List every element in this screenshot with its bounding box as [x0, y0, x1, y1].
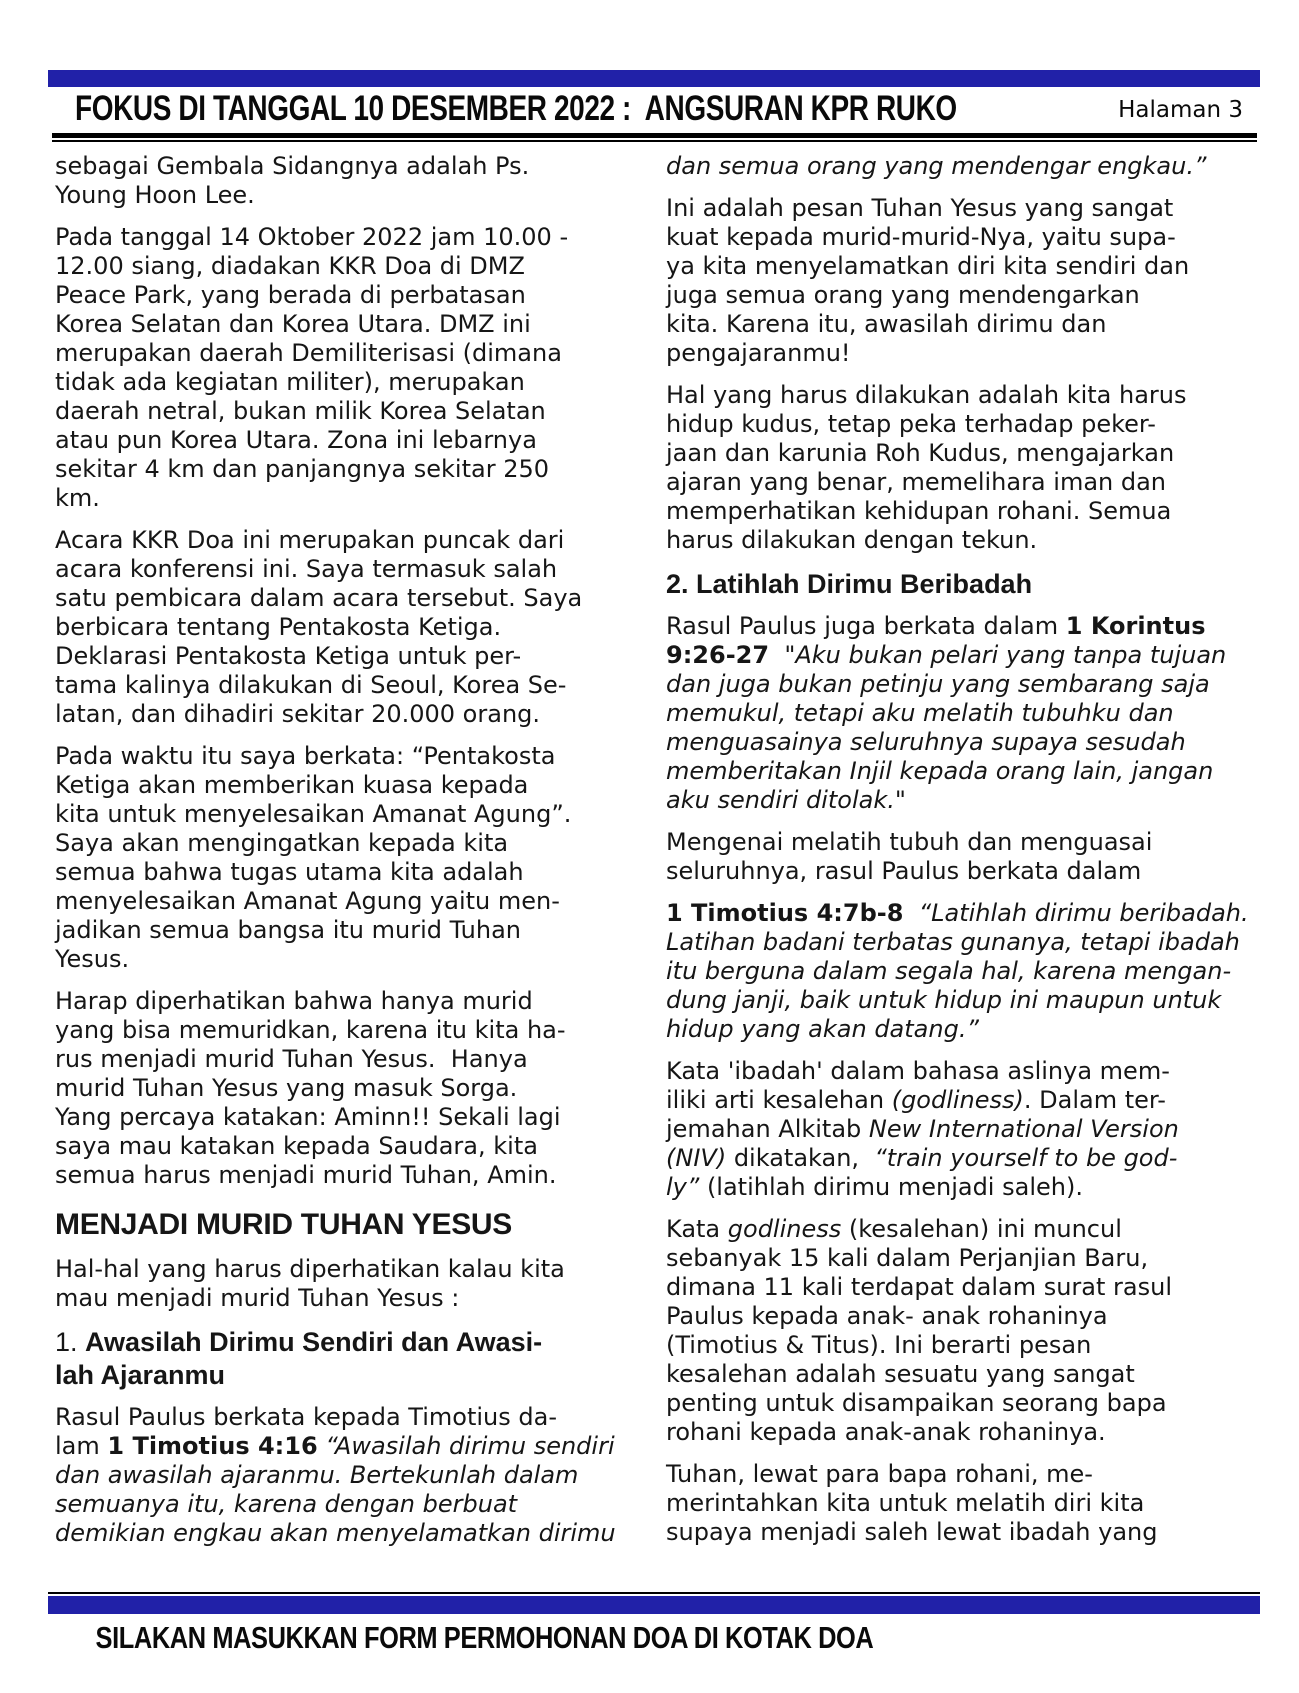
paragraph [55, 152, 642, 210]
column-right [666, 152, 1253, 1561]
text-line: Acara KKR Doa ini merupakan puncak dari [55, 526, 565, 554]
text-line: memukul, tetapi aku melatih tubuhku dan [666, 699, 1174, 727]
text-line: tama kalinya dilakukan di Seoul, Korea Se- [55, 671, 567, 699]
text-line: semua bahwa tugas utama kita adalah [55, 858, 524, 886]
text-line: Tuhan, lewat para bapa rohani, me- [666, 1460, 1093, 1488]
text-line: demikian engkau akan menyelamatkan dirimu [55, 1519, 616, 1547]
text-line: juga semua orang yang mendengarkan [666, 281, 1140, 309]
text-line: Hal-hal yang harus diperhatikan kalau kita [55, 1255, 565, 1283]
text-line: jadikan semua bangsa itu murid Tuhan [55, 916, 521, 944]
footer-divider [48, 1592, 1260, 1594]
text-line: Rasul Paulus berkata kepada Timotius da- [55, 1403, 557, 1431]
text-line: Pada waktu itu saya berkata: “Pentakosta [55, 742, 556, 770]
text-line: Yang percaya katakan: Aminn!! Sekali lagi [55, 1103, 561, 1131]
page-header [55, 87, 1253, 133]
text-line: Korea Selatan dan Korea Utara. DMZ ini [55, 310, 531, 338]
text-line: daerah netral, bukan milik Korea Selatan [55, 397, 546, 425]
text-line: berbicara tentang Pentakosta Ketiga. [55, 613, 502, 641]
text-line: supaya menjadi saleh lewat ibadah yang [666, 1518, 1158, 1546]
paragraph [55, 742, 642, 974]
text-line: Peace Park, yang berada di perbatasan [55, 281, 526, 309]
text-line: hidup yang akan datang.” [666, 1015, 979, 1043]
text-line: km. [55, 484, 100, 512]
footer-notice: SILAKAN MASUKKAN FORM PERMOHONAN DOA DI KOTAK DOA [95, 1620, 874, 1655]
text-line: latan, dan dihadiri sekitar 20.000 orang. [55, 700, 541, 728]
paragraph [666, 612, 1253, 815]
paragraph [55, 223, 642, 513]
text-line: dung janji, baik untuk hidup ini maupun untuk [666, 986, 1222, 1014]
text-line: Paulus kepada anak- anak rohaninya [666, 1302, 1108, 1330]
text-line: pengajaranmu! [666, 339, 851, 367]
text-line: aku sendiri ditolak." [666, 786, 906, 814]
paragraph [55, 526, 642, 729]
text-line: Deklarasi Pentakosta Ketiga untuk per- [55, 642, 522, 670]
text-line: Kata 'ibadah' dalam bahasa aslinya mem- [666, 1057, 1170, 1085]
section-heading [55, 1207, 642, 1243]
paragraph [666, 152, 1253, 181]
text-line: 1. Awasilah Dirimu Sendiri dan Awasi- [55, 1327, 543, 1357]
text-line: 2. Latihlah Dirimu Beribadah [666, 569, 1033, 599]
page-number-label: Halaman 3 [1118, 97, 1243, 123]
text-line: rus menjadi murid Tuhan Yesus. Hanya [55, 1045, 528, 1073]
text-line: 1 Timotius 4:7b-8 “Latihlah dirimu beribadah. [666, 899, 1249, 927]
text-line: atau pun Korea Utara. Zona ini lebarnya [55, 426, 537, 454]
text-line: kesalehan adalah sesuatu yang sangat [666, 1360, 1135, 1388]
text-line: Yesus. [55, 945, 130, 973]
text-line: menguasainya seluruhnya supaya sesudah [666, 728, 1186, 756]
text-line: penting untuk disampaikan seorang bapa [666, 1389, 1167, 1417]
header-accent-bar [48, 70, 1260, 87]
text-line: ya kita menyelamatkan diri kita sendiri dan [666, 252, 1190, 280]
text-line: lah Ajaranmu [55, 1360, 226, 1390]
text-line: semuanya itu, karena dengan berbuat [55, 1490, 518, 1518]
paragraph [666, 381, 1253, 555]
text-line: lam 1 Timotius 4:16 “Awasilah dirimu sendiri [55, 1432, 615, 1460]
text-line: itu berguna dalam segala hal, karena mengan- [666, 957, 1232, 985]
text-line: Hal yang harus dilakukan adalah kita harus [666, 381, 1187, 409]
text-line: Ketiga akan memberikan kuasa kepada [55, 771, 529, 799]
column-left [55, 152, 642, 1561]
text-line: sebagai Gembala Sidangnya adalah Ps. [55, 152, 530, 180]
paragraph [666, 194, 1253, 368]
text-line: mau menjadi murid Tuhan Yesus : [55, 1284, 460, 1312]
text-line: 12.00 siang, diadakan KKR Doa di DMZ [55, 252, 525, 280]
sub-heading [55, 1326, 642, 1392]
paragraph [666, 1460, 1253, 1547]
header-divider [52, 133, 1257, 142]
text-line: memperhatikan kehidupan rohani. Semua [666, 497, 1172, 525]
paragraph [666, 899, 1253, 1044]
text-line: kita. Karena itu, awasilah dirimu dan [666, 310, 1107, 338]
text-line: satu pembicara dalam acara tersebut. Saya [55, 584, 583, 612]
text-line: 9:26-27 "Aku bukan pelari yang tanpa tujuan [666, 641, 1227, 669]
text-line: jemahan Alkitab New International Version [666, 1115, 1179, 1143]
text-line: (Timotius & Titus). Ini berarti pesan [666, 1331, 1092, 1359]
paragraph [55, 1403, 642, 1548]
text-line: sebanyak 15 kali dalam Perjanjian Baru, [666, 1244, 1149, 1272]
text-line: merintahkan kita untuk melatih diri kita [666, 1489, 1145, 1517]
text-line: dan semua orang yang mendengar engkau.” [666, 152, 1207, 180]
text-line: seluruhnya, rasul Paulus berkata dalam [666, 857, 1142, 885]
text-line: dan awasilah ajaranmu. Bertekunlah dalam [55, 1461, 579, 1489]
text-line: Young Hoon Lee. [55, 181, 255, 209]
article-body [55, 152, 1253, 1561]
text-line: merupakan daerah Demiliterisasi (dimana [55, 339, 562, 367]
text-line: ly” (latihlah dirimu menjadi saleh). [666, 1173, 1083, 1201]
paragraph [666, 1215, 1253, 1447]
text-line: rohani kepada anak-anak rohaninya. [666, 1418, 1106, 1446]
text-line: kita untuk menyelesaikan Amanat Agung”. [55, 800, 572, 828]
text-line: jaan dan karunia Roh Kudus, mengajarkan [666, 439, 1175, 467]
text-line: sekitar 4 km dan panjangnya sekitar 250 [55, 455, 550, 483]
text-line: Latihan badani terbatas gunanya, tetapi ibadah [666, 928, 1240, 956]
paragraph [55, 987, 642, 1190]
text-line: Rasul Paulus juga berkata dalam 1 Korintus [666, 612, 1206, 640]
paragraph [55, 1255, 642, 1313]
text-line: menyelesaikan Amanat Agung yaitu men- [55, 887, 560, 915]
page-title: FOKUS DI TANGGAL 10 DESEMBER 2022 : ANGSURAN KPR RUKO [75, 89, 957, 128]
text-line: harus dilakukan dengan tekun. [666, 526, 1038, 554]
text-line: Pada tanggal 14 Oktober 2022 jam 10.00 - [55, 223, 569, 251]
paragraph [666, 1057, 1253, 1202]
page-footer [48, 1592, 1260, 1656]
text-line: dan juga bukan petinju yang sembarang saja [666, 670, 1210, 698]
text-line: memberitakan Injil kepada orang lain, jangan [666, 757, 1214, 785]
text-line: MENJADI MURID TUHAN YESUS [55, 1208, 512, 1241]
text-line: ajaran yang benar, memelihara iman dan [666, 468, 1167, 496]
text-line: Kata godliness (kesalehan) ini muncul [666, 1215, 1122, 1243]
text-line: hidup kudus, tetap peka terhadap peker- [666, 410, 1156, 438]
text-line: kuat kepada murid-murid-Nya, yaitu supa- [666, 223, 1176, 251]
text-line: yang bisa memuridkan, karena itu kita ha- [55, 1016, 566, 1044]
text-line: Harap diperhatikan bahwa hanya murid [55, 987, 533, 1015]
text-line: acara konferensi ini. Saya termasuk salah [55, 555, 558, 583]
text-line: Ini adalah pesan Tuhan Yesus yang sangat [666, 194, 1174, 222]
text-line: tidak ada kegiatan militer), merupakan [55, 368, 525, 396]
text-line: iliki arti kesalehan (godliness). Dalam ter- [666, 1086, 1166, 1114]
text-line: murid Tuhan Yesus yang masuk Sorga. [55, 1074, 518, 1102]
text-line: Mengenai melatih tubuh dan menguasai [666, 828, 1153, 856]
text-line: saya mau katakan kepada Saudara, kita [55, 1132, 538, 1160]
paragraph [666, 828, 1253, 886]
text-line: (NIV) dikatakan, “train yourself to be god- [666, 1144, 1178, 1172]
text-line: Saya akan mengingatkan kepada kita [55, 829, 509, 857]
text-line: semua harus menjadi murid Tuhan, Amin. [55, 1161, 557, 1189]
text-line: dimana 11 kali terdapat dalam surat rasul [666, 1273, 1173, 1301]
sub-heading [666, 568, 1253, 601]
footer-accent-bar [48, 1596, 1260, 1614]
